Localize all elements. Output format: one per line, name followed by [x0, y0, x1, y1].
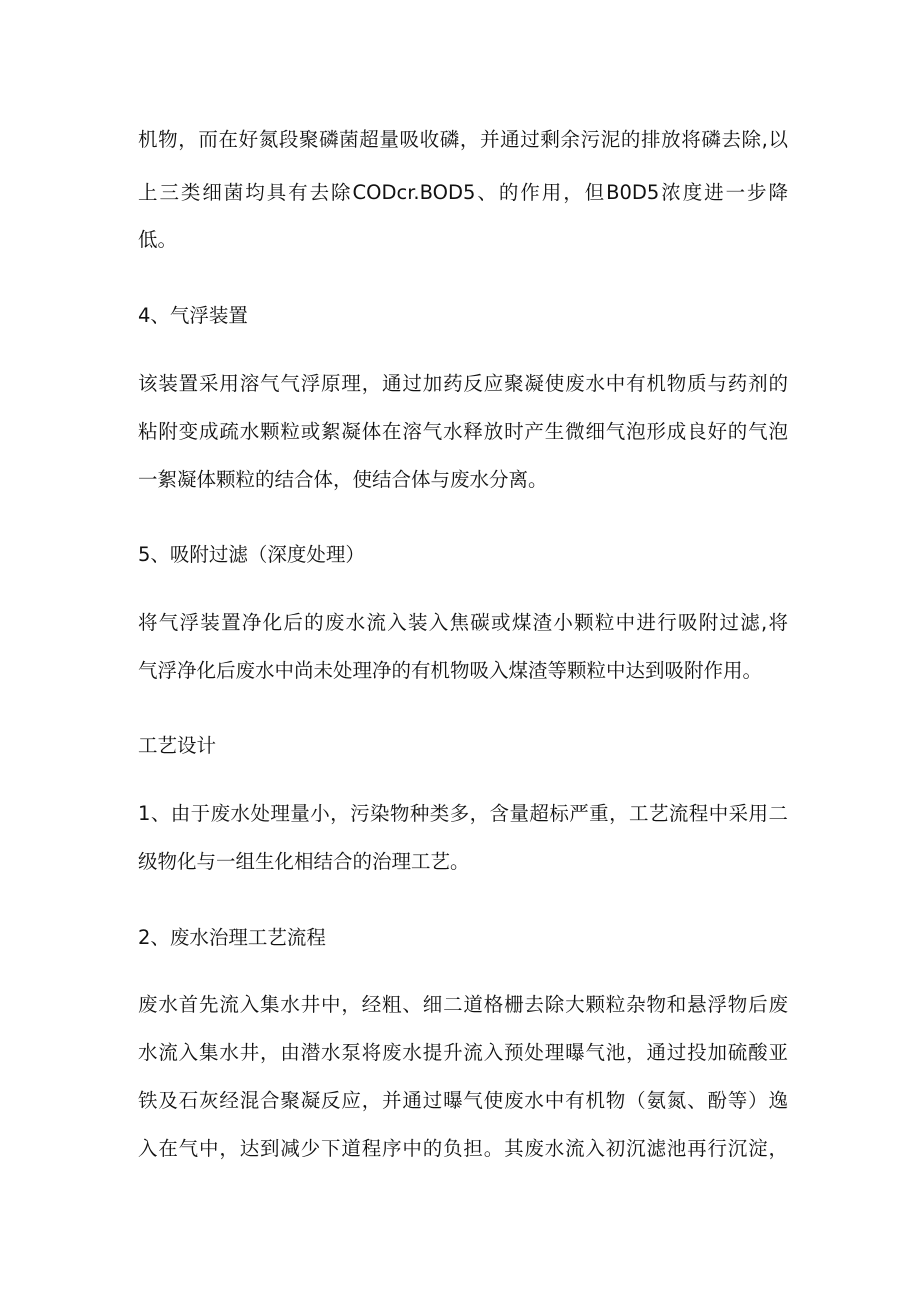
section-heading: 4、气浮装置: [138, 304, 248, 327]
paragraph-line: 1、由于废水处理量小，污染物种类多，含量超标严重，工艺流程中采用二: [138, 802, 788, 825]
section-heading: 工艺设计: [138, 734, 217, 757]
paragraph-line: 入在气中，达到减少下道程序中的负担。其废水流入初沉滤池再行沉淀，: [138, 1137, 788, 1160]
paragraph-line: 低。: [138, 228, 178, 251]
paragraph-line: 铁及石灰经混合聚凝反应，并通过曝气使废水中有机物（氨氮、酚等）逸: [138, 1089, 788, 1112]
paragraph-line: 该装置采用溶气气浮原理，通过加药反应聚凝使废水中有机物质与药剂的: [138, 372, 788, 395]
paragraph-line: 水流入集水井，由潜水泵将废水提升流入预处理曝气池，通过投加硫酸亚: [138, 1041, 788, 1064]
paragraph-line: 粘附变成疏水颗粒或絮凝体在溶气水释放时产生微细气泡形成良好的气泡: [138, 420, 788, 443]
paragraph-line: 气浮净化后废水中尚未处理净的有机物吸入煤渣等颗粒中达到吸附作用。: [138, 659, 763, 682]
paragraph-line: 废水首先流入集水井中，经粗、细二道格栅去除大颗粒杂物和悬浮物后废: [138, 993, 788, 1016]
paragraph-line: 级物化与一组生化相结合的治理工艺。: [138, 850, 470, 873]
paragraph-line: 将气浮装置净化后的废水流入装入焦碳或煤渣小颗粒中进行吸附过滤,将: [138, 611, 788, 634]
section-heading: 5、吸附过滤（深度处理）: [138, 543, 365, 566]
paragraph-line: 一絮凝体颗粒的结合体，使结合体与废水分离。: [138, 468, 548, 491]
paragraph-line: 上三类细菌均具有去除CODcr.BOD5、的作用，但B0D5浓度进一步降: [138, 181, 788, 204]
paragraph-line: 机物，而在好氮段聚磷菌超量吸收磷，并通过剩余污泥的排放将磷去除,以: [138, 128, 788, 151]
section-heading: 2、废水治理工艺流程: [138, 926, 326, 949]
